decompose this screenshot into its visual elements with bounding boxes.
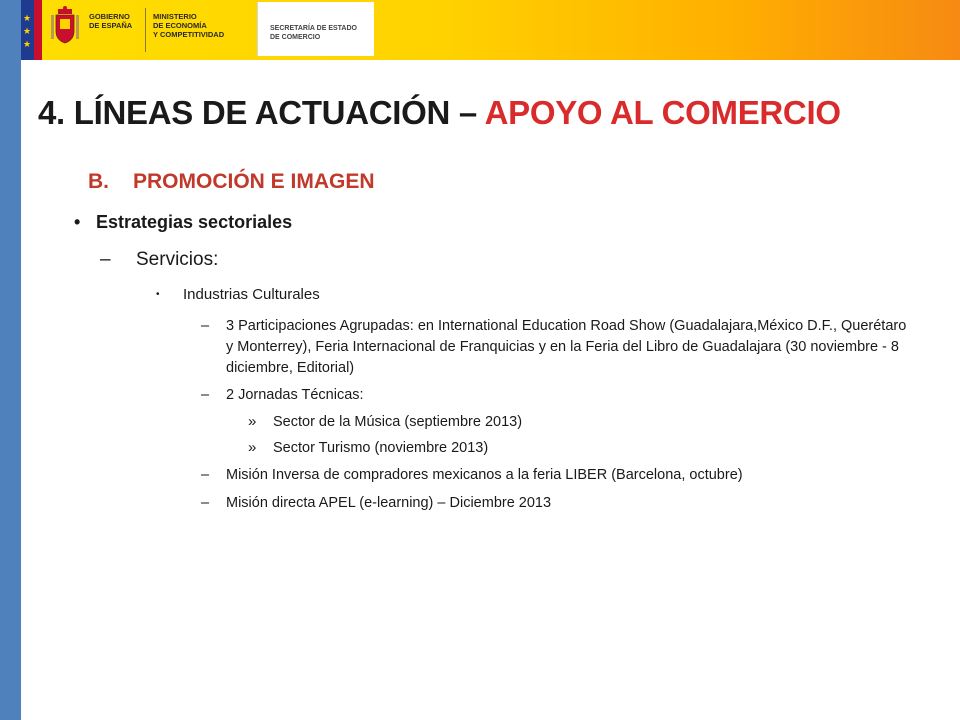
coat-of-arms-icon: [51, 5, 79, 47]
subsection-services: [100, 249, 218, 271]
sub-list-item: [248, 411, 522, 433]
dash-marker: –: [201, 387, 210, 403]
sub-item-text: Sector Turismo (noviembre 2013): [273, 440, 489, 456]
bullet-strategy: [74, 212, 292, 233]
section-label: PROMOCIÓN E IMAGEN: [133, 170, 375, 193]
list-item-text: 2 Jornadas Técnicas:: [226, 387, 364, 403]
category-label: Industrias Culturales: [183, 286, 320, 303]
bullet-label: Estrategias sectoriales: [96, 212, 293, 232]
dash-marker: –: [201, 495, 210, 511]
government-name: GOBIERNO DE ESPAÑA: [89, 12, 133, 30]
list-item-text: Misión directa APEL (e-learning) – Diciembre 2013: [226, 495, 552, 511]
section-heading: [88, 170, 375, 194]
header-band: [21, 0, 960, 60]
bullet-marker: •: [156, 289, 160, 300]
ministry-name: MINISTERIO DE ECONOMÍA Y COMPETITIVIDAD: [153, 12, 225, 39]
secretariat-name: SECRETARÍA DE ESTADO DE COMERCIO: [270, 25, 357, 41]
sub-marker: »: [248, 413, 257, 430]
section-letter: B.: [88, 170, 109, 193]
subsection-label: Servicios:: [136, 249, 219, 270]
list-item-text: 3 Participaciones Agrupadas: en International Education Road Show (Guadalajara,México D.F., Querétaro y Monterrey), Feria Internacional de Franquicias y en la Feria del Libro de Guadalajara (30 noviembre - 8 diciembre, Editorial): [226, 318, 907, 376]
dash-marker: –: [100, 249, 111, 270]
government-logo: [45, 2, 291, 56]
list-item-text: Misión Inversa de compradores mexicanos a la feria LIBER (Barcelona, octubre): [226, 467, 743, 483]
sub-list-item: [248, 437, 488, 459]
left-accent-bar: [0, 0, 21, 720]
logo-divider: [145, 8, 146, 52]
sub-marker: »: [248, 439, 257, 456]
dash-marker: –: [201, 318, 210, 334]
dash-marker: –: [201, 467, 210, 483]
slide-title: [38, 94, 841, 132]
title-prefix: 4. LÍNEAS DE ACTUACIÓN –: [38, 94, 485, 131]
sub-item-text: Sector de la Música (septiembre 2013): [273, 414, 523, 430]
category-cultural: [156, 286, 320, 303]
title-accent: APOYO AL COMERCIO: [484, 94, 841, 131]
secretariat-box: [257, 2, 374, 56]
eu-flag-icon: ★ ★ ★: [21, 0, 42, 60]
bullet-marker: •: [74, 212, 81, 232]
